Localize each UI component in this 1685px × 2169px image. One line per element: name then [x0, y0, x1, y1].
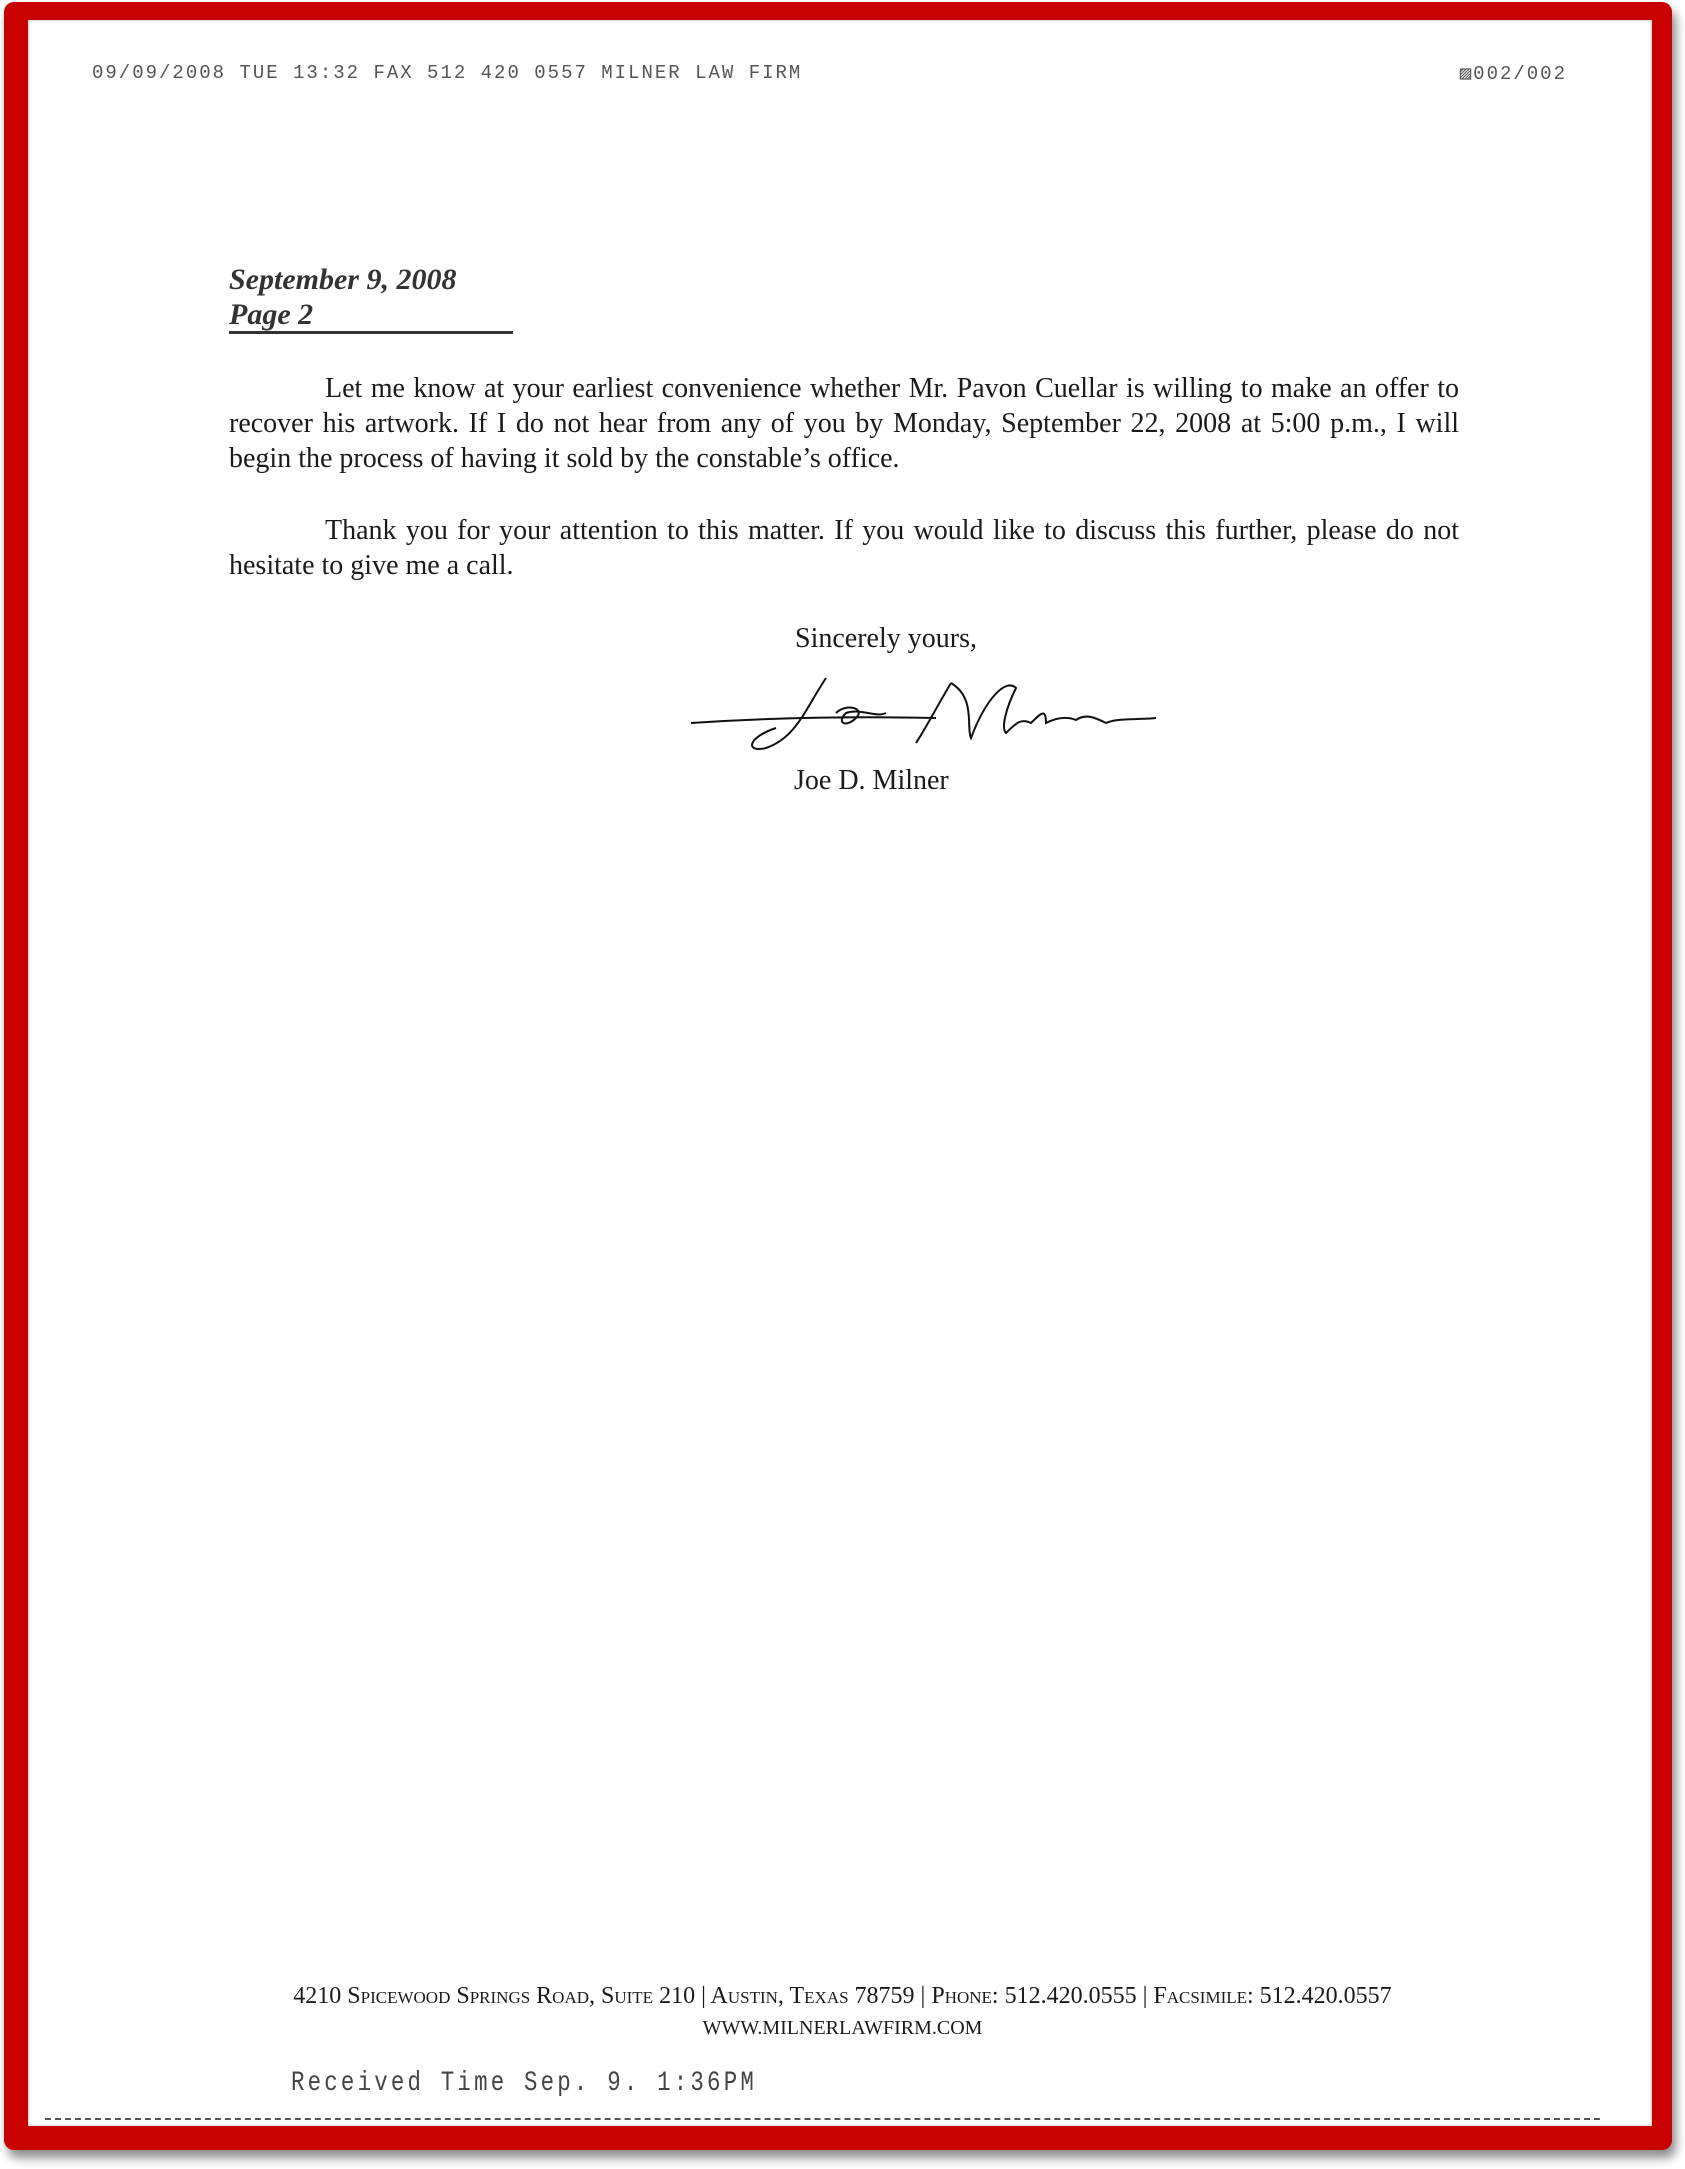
received-time: Received Time Sep. 9. 1:36PM	[291, 2068, 757, 2099]
body-paragraph-1: Let me know at your earliest convenience whether Mr. Pavon Cuellar is willing to make an offer to recover his artwork. If I do not hear from any of you by Monday, September 22, 2008 at 5:00 p.m., I will begin the process of having it sold by the constable’s office.	[229, 373, 1459, 474]
fax-header-left: 09/09/2008 TUE 13:32 FAX 512 420 0557 MILNER LAW FIRM	[92, 62, 803, 84]
footer-address: 4210 Spicewood Springs Road, Suite 210 | Austin, Texas 78759 | Phone: 512.420.0555 | Facsimile: 512.420.0557	[293, 1983, 1392, 2009]
signer-name: Joe D. Milner	[794, 765, 949, 796]
fax-header-page-count: ▨002/002	[1459, 63, 1567, 85]
fax-page	[28, 20, 1652, 2126]
closing: Sincerely yours,	[795, 623, 977, 654]
letter-date: September 9, 2008	[229, 263, 457, 296]
footer-website: WWW.MILNERLAWFIRM.COM	[702, 2017, 983, 2039]
body-paragraph-2: Thank you for your attention to this matter. If you would like to discuss this further, please do not hesitate to give me a call.	[229, 515, 1459, 581]
fax-edge-line	[45, 2118, 1600, 2120]
handwritten-signature	[686, 668, 1171, 758]
letter-page-number: Page 2	[229, 299, 513, 334]
